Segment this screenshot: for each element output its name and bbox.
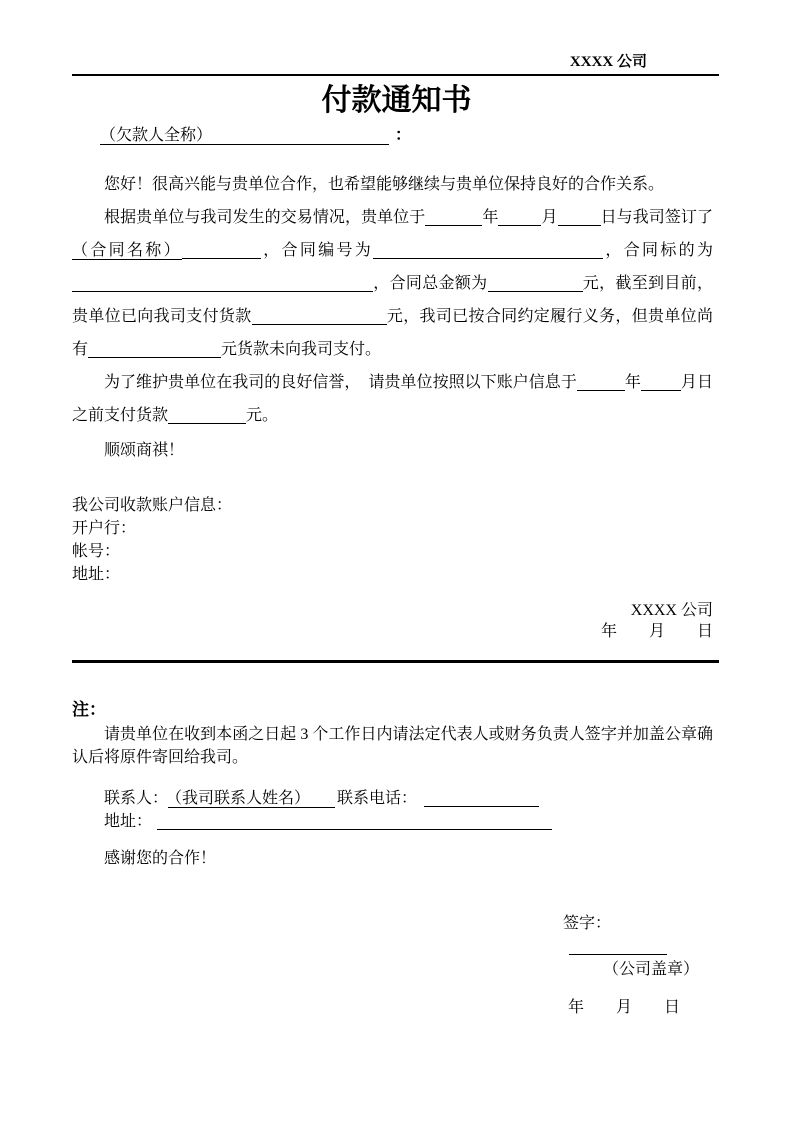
blank-address[interactable] [157, 813, 552, 830]
addressee-colon: ： [395, 127, 412, 144]
blank-sign-month[interactable] [498, 209, 541, 226]
signature-row [563, 912, 713, 958]
blank-contract-name[interactable] [182, 242, 261, 259]
contact-row [72, 787, 713, 810]
contact-block [72, 787, 713, 833]
contract-text-2: 日与我司签订了 [600, 209, 713, 226]
paragraph-payment-request [72, 366, 713, 432]
document-title: 付款通知书 [321, 84, 472, 117]
contract-text-4: ，合同标的为 [603, 242, 713, 259]
header-company-name: XXXX 公司 [569, 54, 647, 70]
company-signoff-date: 年 月 日 [600, 623, 713, 640]
account-bank-label[interactable]: 开户行： [72, 520, 137, 537]
blank-contract-number[interactable] [373, 242, 603, 259]
thanks-line: 感谢您的合作！ [104, 850, 217, 867]
blank-due-year[interactable] [577, 374, 625, 391]
blank-payment-amount[interactable] [168, 407, 246, 424]
contract-text-3: ，合同编号为 [260, 242, 374, 259]
contract-text-1: 根据贵单位与我司发生的交易情况，贵单位于 [104, 209, 426, 226]
note-label: 注： [72, 700, 106, 719]
note-text: 请贵单位在收到本函之日起 3 个工作日内请法定代表人或财务负责人签字并加盖公章确认后将原件寄回给我司。 [72, 726, 713, 766]
company-seal-label: （公司盖章） [603, 961, 700, 978]
contract-text-month: 月 [541, 209, 558, 226]
contact-name-field[interactable] [168, 790, 335, 808]
signature-date: 年 月 日 [568, 999, 681, 1016]
blank-unpaid-amount[interactable] [88, 341, 221, 358]
blank-contract-amount[interactable] [488, 275, 583, 292]
paragraph-contract-details [72, 201, 713, 366]
addressee-line [100, 125, 713, 146]
blank-signature[interactable] [569, 938, 667, 955]
account-address-label[interactable]: 地址： [72, 566, 121, 583]
blank-due-month[interactable] [641, 374, 681, 391]
contact-label: 联系人： [104, 790, 169, 807]
signature-label: 签字： [563, 915, 612, 932]
well-wishes: 顺颂商祺！ [104, 442, 185, 459]
blank-phone[interactable] [424, 790, 539, 807]
note-section [72, 699, 713, 1019]
blank-sign-year[interactable] [425, 209, 482, 226]
signature-block [563, 912, 713, 1019]
paragraph-greeting: 您好！很高兴能与贵单位合作，也希望能够继续与贵单位保持良好的合作关系。 [104, 176, 665, 193]
contract-text-year: 年 [482, 209, 499, 226]
contract-text-7: 元，我司已按合同约定履行义务，但贵单位尚有 [72, 308, 713, 358]
company-signoff-block [72, 600, 713, 642]
blank-sign-day[interactable] [558, 209, 601, 226]
request-text-year: 年 [624, 374, 641, 391]
request-text-3: 元。 [246, 407, 279, 424]
contact-address-label: 地址： [104, 813, 153, 830]
contract-text-5: ，合同总金额为 [373, 275, 488, 292]
section-divider [72, 660, 719, 663]
account-number-label[interactable]: 帐号： [72, 543, 121, 560]
company-signoff-name: XXXX 公司 [630, 602, 713, 619]
contact-name-placeholder: （我司联系人姓名） [174, 790, 311, 807]
account-heading: 我公司收款账户信息： [72, 497, 233, 514]
contract-text-8: 元货款未向我司支付。 [221, 341, 382, 358]
debtor-name-placeholder: （欠款人全称） [100, 127, 205, 144]
page-header [72, 52, 719, 76]
contract-name-placeholder: （合同名称） [72, 242, 182, 259]
blank-contract-subject[interactable] [72, 275, 373, 292]
document-body [72, 125, 713, 642]
contract-text-6: 元，截至到目前，贵单位已向我司支付货款 [72, 275, 713, 325]
debtor-name-field[interactable] [100, 127, 389, 145]
request-text-2: 月日之前支付货款 [72, 374, 713, 424]
blank-paid-amount[interactable] [252, 308, 387, 325]
request-text-1: 为了维护贵单位在我司的良好信誉， 请贵单位按照以下账户信息于 [104, 374, 577, 391]
address-row [72, 810, 713, 833]
phone-label: 联系电话： [337, 790, 418, 807]
account-info-block [72, 494, 713, 586]
